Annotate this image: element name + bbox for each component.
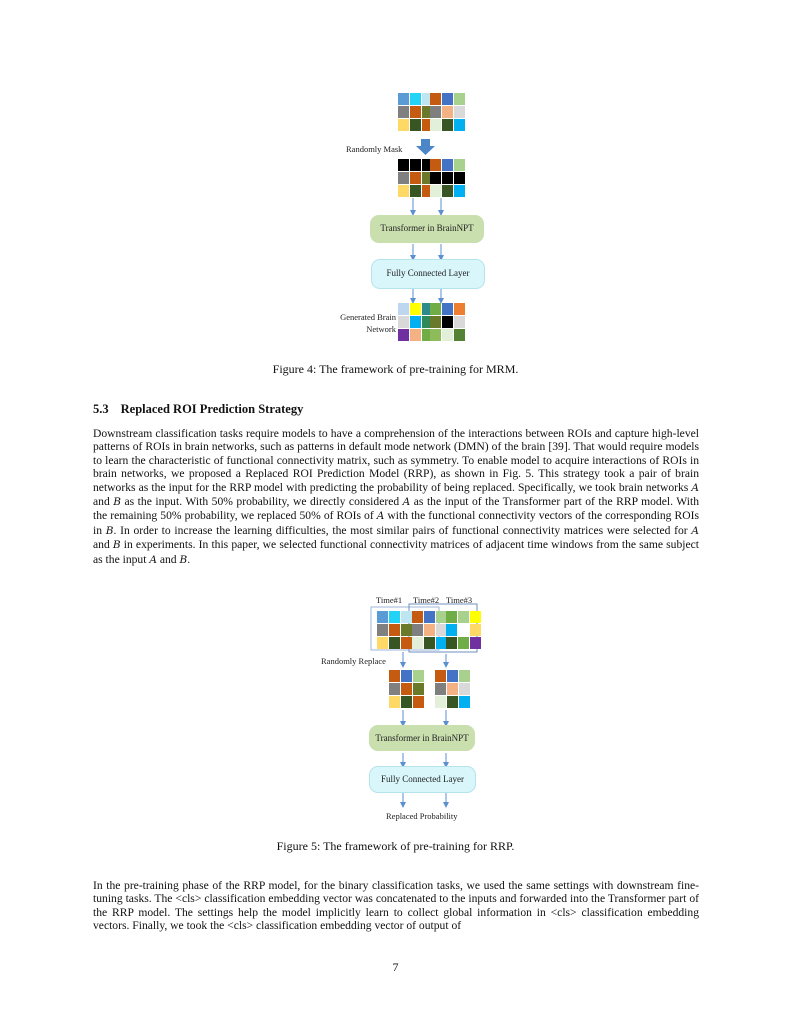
var-a: A — [691, 524, 699, 537]
var-a: A — [402, 496, 411, 509]
para1-part2: as the input. With 50% probability, we directly considered — [120, 495, 403, 509]
var-b: B — [112, 539, 121, 552]
para1-part3: as the input of the Transformer part of the RRP model. With the remaining 50% probability, we replaced 50% of ROIs of — [93, 495, 700, 523]
para1-and: and — [156, 552, 180, 566]
replaced-probability-label: Replaced Probability — [386, 811, 458, 821]
section-title: Replaced ROI Prediction Strategy — [120, 402, 304, 416]
transformer-block-fig4: Transformer in BrainNPT — [370, 215, 484, 243]
var-a: A — [149, 553, 157, 566]
generated-label-line1: Generated Brain — [340, 312, 396, 322]
para1-part1: Downstream classification tasks require models to have a comprehension of the interactions between ROIs and capture high-level patterns of ROIs in brain networks, such as patterns in default mode network (DMN) of the brain [39]. That would require models to learn the characteristic of functional connectivity matrix, such as symmetry. To enable model to acquire interactions of ROIs in brain networks, we proposed a Replaced ROI Prediction Model (RRP), as shown in Fig. 5. This strategy took a pair of brain networks as the input for the RRP model with predicting the probability of being replaced. Specifically, we took brain networks — [93, 427, 699, 494]
para1-and: and — [93, 538, 113, 552]
para1-and: and — [93, 495, 114, 509]
figure4-caption: Figure 4: The framework of pre-training for MRM. — [272, 362, 519, 376]
generated-network-a — [398, 303, 433, 341]
var-b: B — [113, 496, 121, 509]
time2-network — [412, 611, 447, 649]
fully-connected-block-fig5: Fully Connected Layer — [369, 766, 476, 793]
replaced-network-a — [389, 670, 424, 708]
para1-part7: . — [187, 552, 191, 566]
masked-network-a — [398, 159, 433, 197]
page-number: 7 — [392, 960, 399, 974]
time3-label: Time#3 — [446, 595, 473, 605]
fully-connected-block-fig4: Fully Connected Layer — [371, 259, 485, 289]
generated-network-b — [430, 303, 465, 341]
para1-part4: with the functional connectivity vectors of the corresponding ROIs in — [93, 509, 699, 537]
paragraph-pretraining-settings: In the pre-training phase of the RRP model, for the binary classification tasks, we used the same settings with downstream fine-tuning tasks. The <cls> classification embedding vector was concatenated to the inputs and forwarded into the Transformer part of the RRP model. The settings help the model implicitly learn to collect global information in <cls> classification embedding vectors. Finally, we took the <cls> classification embedding vector of output of — [93, 879, 699, 933]
section-number: 5.3 — [93, 402, 109, 416]
transformer-block-fig5: Transformer in BrainNPT — [369, 725, 475, 751]
para1-part5: . In order to increase the learning difficulties, the most similar pairs of functional connectivity matrices were selected for — [113, 523, 692, 537]
var-a: A — [691, 481, 699, 494]
var-b: B — [105, 524, 114, 537]
generated-label-line2: Network — [366, 324, 396, 334]
masked-network-b — [430, 159, 465, 197]
time3-network — [446, 611, 481, 649]
paragraph-rrp-description — [93, 427, 699, 567]
time1-network — [377, 611, 412, 649]
figure5-caption: Figure 5: The framework of pre-training for RRP. — [276, 839, 515, 853]
randomly-replace-label: Randomly Replace — [321, 656, 386, 666]
time1-label: Time#1 — [376, 595, 403, 605]
para1-part6: in experiments. In this paper, we selected functional connectivity matrices of adjacent time windows from the same subject as the input — [93, 538, 699, 566]
var-b: B — [179, 553, 188, 566]
time2-label: Time#2 — [413, 595, 440, 605]
randomly-mask-label: Randomly Mask — [346, 144, 403, 154]
brain-network-a-input — [398, 93, 433, 131]
brain-network-b-input — [430, 93, 465, 131]
var-a: A — [376, 510, 385, 523]
generated-network-label — [332, 311, 396, 335]
replaced-network-b — [435, 670, 470, 708]
mask-arrow-icon — [416, 139, 435, 155]
section-heading — [93, 402, 303, 417]
